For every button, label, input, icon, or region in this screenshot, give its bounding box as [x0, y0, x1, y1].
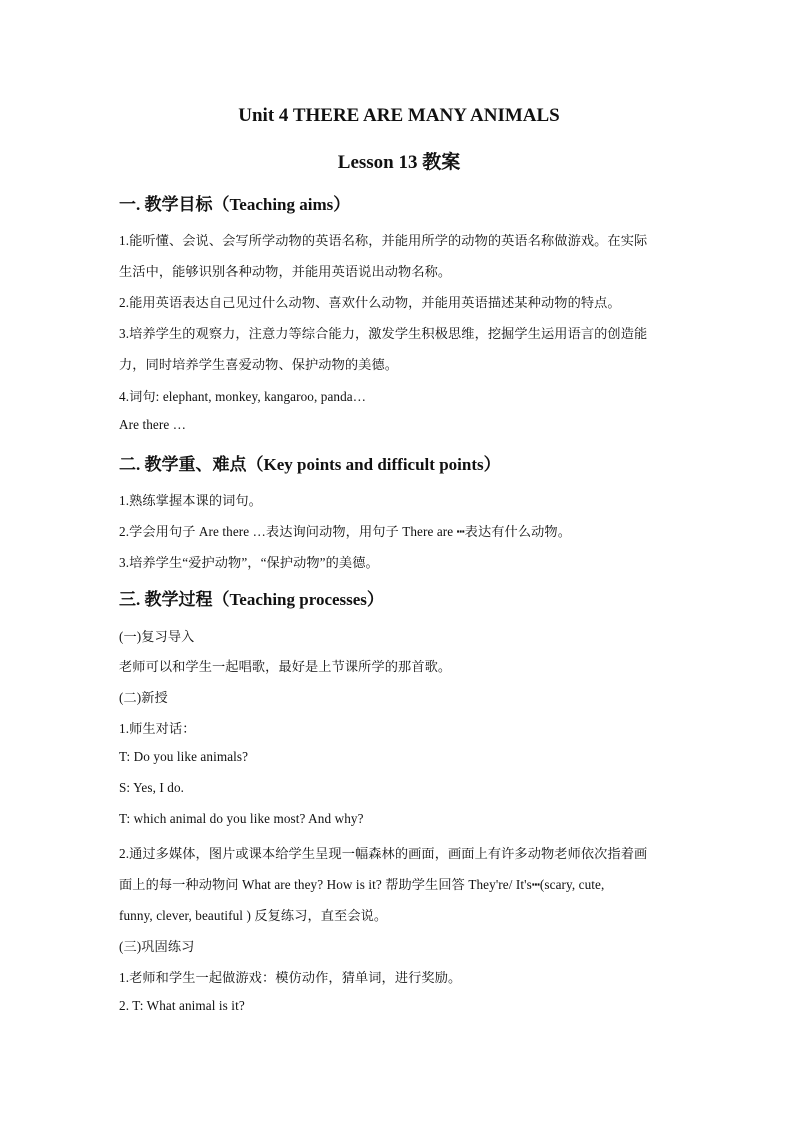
paragraph-line: 2. T: What animal is it?: [119, 998, 245, 1013]
paragraph-line: (三)巩固练习: [119, 939, 195, 954]
paragraph-line: 1.能听懂、会说、会写所学动物的英语名称，并能用所学的动物的英语名称做游戏。在实际: [119, 233, 648, 248]
paragraph-line: T: Do you like animals?: [119, 749, 249, 764]
paragraph-line: 2.能用英语表达自己见过什么动物、喜欢什么动物，并能用英语描述某种动物的特点。: [119, 295, 621, 310]
paragraph-line: 力，同时培养学生喜爱动物、保护动物的美德。: [119, 357, 399, 372]
paragraph-line: 生活中，能够识别各种动物，并能用英语说出动物名称。: [119, 264, 452, 279]
section-heading-teaching-aims: 一. 教学目标（Teaching aims）: [119, 195, 351, 214]
paragraph-line: 1.老师和学生一起做游戏：模仿动作，猜单词，进行奖励。: [119, 970, 462, 985]
paragraph-line: 1.师生对话：: [119, 721, 196, 736]
document-title: Unit 4 THERE ARE MANY ANIMALS: [238, 105, 560, 126]
paragraph-line: 老师可以和学生一起唱歌，最好是上节课所学的那首歌。: [119, 659, 452, 674]
paragraph-line: 3.培养学生“爱护动物”，“保护动物”的美德。: [119, 555, 379, 570]
paragraph-line: (二)新授: [119, 690, 168, 705]
paragraph-line: T: which animal do you like most? And why?: [119, 811, 364, 826]
paragraph-line: Are there …: [119, 417, 187, 432]
paragraph-line: 面上的每一种动物问 What are they? How is it? 帮助学生回答 They're/ It's┅(scary, cute,: [119, 877, 605, 892]
paragraph-line: funny, clever, beautiful ) 反复练习，直至会说。: [119, 908, 388, 923]
paragraph-line: 3.培养学生的观察力，注意力等综合能力，激发学生积极思维，挖掘学生运用语言的创造能: [119, 326, 648, 341]
paragraph-line: 2.通过多媒体，图片或课本给学生呈现一幅森林的画面，画面上有许多动物老师依次指着画: [119, 846, 648, 861]
paragraph-line: 1.熟练掌握本课的词句。: [119, 493, 262, 508]
paragraph-line: (一)复习导入: [119, 629, 195, 644]
paragraph-line: 2.学会用句子 Are there …表达询问动物，用句子 There are ┅表达有什么动物。: [119, 524, 571, 539]
paragraph-line: S: Yes, I do.: [119, 780, 185, 795]
paragraph-line: 4.词句: elephant, monkey, kangaroo, panda…: [119, 389, 367, 404]
lesson-title: Lesson 13 教案: [337, 152, 461, 173]
section-heading-teaching-processes: 三. 教学过程（Teaching processes）: [119, 590, 384, 609]
section-heading-key-points: 二. 教学重、难点（Key points and difficult points）: [119, 455, 501, 474]
